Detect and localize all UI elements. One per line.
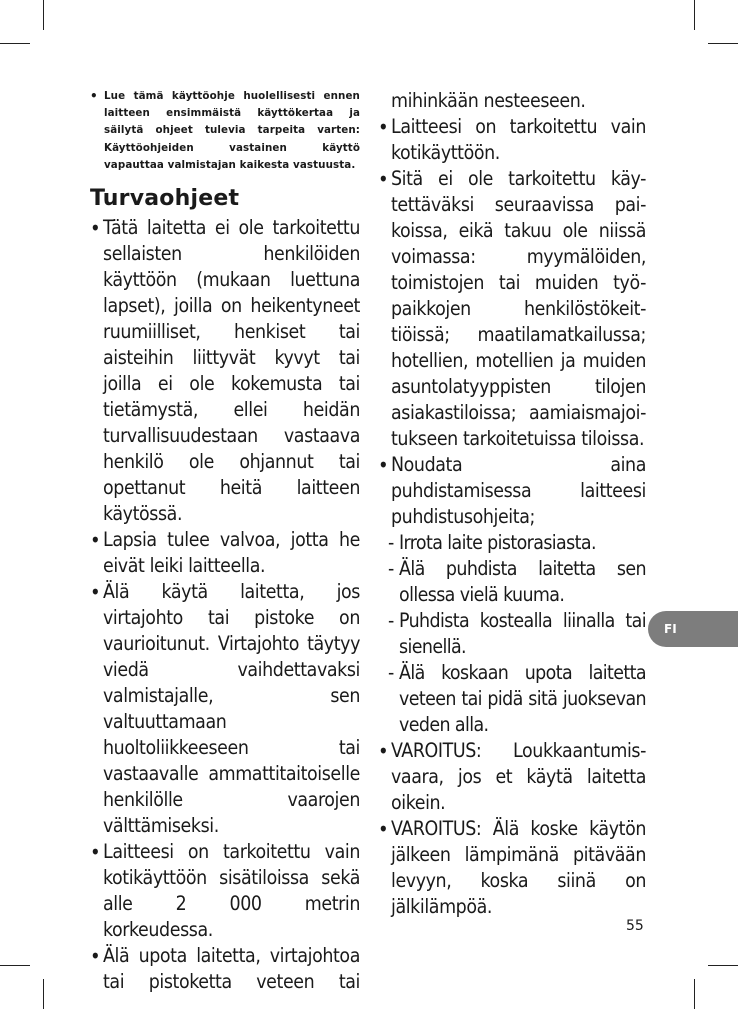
bullet: • (90, 89, 98, 103)
bullet: • (90, 528, 101, 553)
list-item-text: Noudata aina puhdistamisessa laitteesi puhdistusohjeita; (391, 453, 646, 528)
continued-text: mihinkään nesteeseen. (391, 89, 586, 112)
intro-text: Lue tämä käyttöohje huolellisesti ennen laitteen ensimmäistä käyttökertaa ja säilytä ohjeet tulevia tarpeita varten: Käyttöohjeiden vastainen käyttö vapauttaa valmistajan kaikesta vastuusta. (104, 90, 360, 171)
list-item-text: Älä upota laitetta, virtajohtoa tai pistoketta veteen tai (103, 944, 360, 994)
cleaning-step-text: Irrota laite pistorasiasta. (399, 531, 596, 554)
cleaning-step (378, 660, 646, 738)
crop-mark (694, 0, 695, 30)
cleaning-step (378, 530, 646, 556)
right-column (378, 88, 646, 920)
left-column (90, 88, 360, 995)
crop-mark (708, 965, 738, 966)
bullet: • (378, 739, 389, 763)
bullet: • (378, 167, 389, 191)
list-item (90, 527, 360, 579)
list-item-text: Sitä ei ole tarkoitettu käy-tettäväksi seuraavissa pai-koissa, eikä takuu ole niissä voimassa: myymälöiden, toimistojen tai muiden työ-paikkojen henkilöstökeit-tiöissä; maatilamatkailussa; hotellien, motellien ja muiden asuntolatyyppisten tilojen asiakastiloissa; aamiaismajoi-tukseen tarkoitetuissa tiloissa. (391, 167, 646, 450)
warning-item (378, 816, 646, 920)
dash: - (388, 557, 394, 580)
dash: - (388, 531, 394, 554)
list-item (378, 166, 646, 452)
list-item (90, 215, 360, 527)
list-item-text: Laitteesi on tarkoitettu vain kotikäyttöön sisätiloissa sekä alle 2 000 metrin korkeudessa. (103, 840, 360, 942)
crop-mark (694, 979, 695, 1009)
warning-item (378, 738, 646, 816)
warning-text: VAROITUS: Älä koske käytön jälkeen lämpimänä pitävään levyyn, koska siinä on jälkilämpöä. (391, 817, 646, 918)
crop-mark (43, 979, 44, 1009)
bullet: • (378, 817, 389, 841)
bullet: • (378, 453, 389, 477)
list-item (378, 114, 646, 166)
language-tab: FI (648, 611, 738, 647)
page-number: 55 (626, 918, 644, 934)
bullet: • (90, 840, 101, 865)
bullet: • (90, 216, 101, 241)
cleaning-step-text: Älä puhdista laitetta sen ollessa vielä kuuma. (399, 557, 646, 606)
crop-mark (0, 43, 30, 44)
section-heading: Turvaohjeet (90, 186, 240, 212)
warning-text: VAROITUS: Loukkaantumis-vaara, jos et käytä laitetta oikein. (391, 739, 646, 814)
dash: - (388, 609, 394, 632)
list-item (90, 839, 360, 943)
list-item-text: Älä käytä laitetta, jos virtajohto tai pistoke on vaurioitunut. Virtajohto täytyy viedä vaihdettavaksi valmistajalle, sen valtuuttamaan huoltoliikkeeseen tai vastaavalle ammattitaitoiselle henkilölle vaarojen välttämiseksi. (103, 580, 360, 838)
list-item-text: Tätä laitetta ei ole tarkoitettu sellaisten henkilöiden käyttöön (mukaan luettuna lapset), joilla on heikentyneet ruumiilliset, henkiset tai aisteihin liittyvät kyvyt tai joilla ei ole kokemusta tai tietämystä, ellei heidän turvallisuudestaan vastaava henkilö ole ohjannut tai opettanut heitä laitteen käytössä. (103, 216, 360, 526)
list-item (90, 943, 360, 995)
list-item-text: Lapsia tulee valvoa, jotta he eivät leiki laitteella. (103, 528, 360, 578)
list-item (90, 579, 360, 839)
intro-note (90, 88, 360, 174)
cleaning-step-text: Älä koskaan upota laitetta veteen tai pidä sitä juoksevan veden alla. (399, 661, 646, 736)
list-item (378, 452, 646, 530)
cleaning-step-text: Puhdista kostealla liinalla tai sienellä. (399, 609, 646, 658)
bullet: • (378, 115, 389, 139)
dash: - (388, 661, 394, 684)
cleaning-step (378, 608, 646, 660)
bullet: • (90, 580, 101, 605)
bullet: • (90, 944, 101, 969)
cleaning-step (378, 556, 646, 608)
crop-mark (0, 965, 30, 966)
list-item-text: Laitteesi on tarkoitettu vain kotikäyttöön. (391, 115, 646, 164)
crop-mark (43, 0, 44, 30)
crop-mark (708, 43, 738, 44)
